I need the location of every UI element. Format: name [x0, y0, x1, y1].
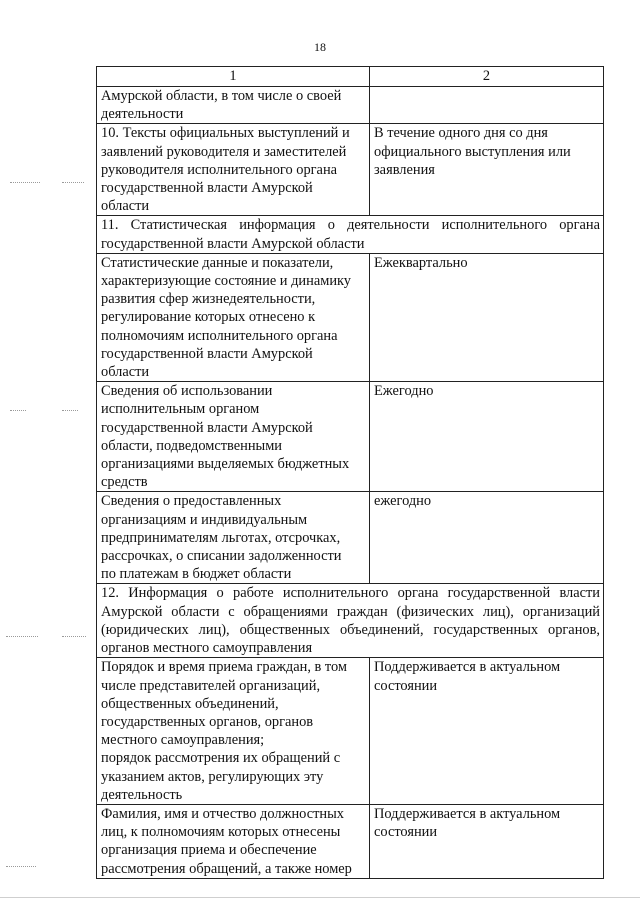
- section-heading-row: [97, 584, 604, 658]
- scan-bottom-edge: [0, 897, 640, 898]
- table-cell-col1: Порядок и время приема граждан, в том числе представителей организаций, общественных объединений, государственных органов, органов местного самоуправления; порядок рассмотрения их обращений с указанием актов, регулирующих эту деятельность: [97, 658, 370, 805]
- table-cell-col1: Амурской области, в том числе о своей деятельности: [97, 87, 370, 124]
- scan-margin-mark: [6, 866, 36, 868]
- table-cell-col2: Ежеквартально: [370, 253, 604, 381]
- column-header-1: 1: [97, 67, 370, 87]
- table-row: [97, 492, 604, 584]
- table-cell-col2: Ежегодно: [370, 382, 604, 492]
- table-cell-col2: Поддерживается в актуальном состоянии: [370, 658, 604, 805]
- scan-margin-mark: [10, 410, 26, 412]
- scan-margin-mark: [62, 410, 78, 412]
- table-row: [97, 804, 604, 878]
- scan-margin-mark: [10, 182, 40, 184]
- scan-margin-mark: [6, 636, 38, 638]
- table-cell-col1: Сведения о предоставленных организациям и индивидуальным предпринимателям льготах, отсрочках, рассрочках, о списании задолженности по платежам в бюджет области: [97, 492, 370, 584]
- table-cell-col2: ежегодно: [370, 492, 604, 584]
- section-heading: 11. Статистическая информация о деятельности исполнительного органа государственной власти Амурской области: [97, 216, 604, 253]
- table-cell-col2: [370, 87, 604, 124]
- column-header-2: 2: [370, 67, 604, 87]
- table-cell-col1: Фамилия, имя и отчество должностных лиц, к полномочиям которых отнесены организация приема и обеспечение рассмотрения обращений, а также номер: [97, 804, 370, 878]
- table-row: [97, 124, 604, 216]
- table-cell-col1: Статистические данные и показатели, характеризующие состояние и динамику развития сфер жизнедеятельности, регулирование которых отнесено к полномочиям исполнительного органа государственной власти Амурской области: [97, 253, 370, 381]
- table-cell-col1: 10. Тексты официальных выступлений и заявлений руководителя и заместителей руководителя исполнительного органа государственной власти Амурской области: [97, 124, 370, 216]
- table-row: [97, 382, 604, 492]
- table-cell-col2: В течение одного дня со дня официального выступления или заявления: [370, 124, 604, 216]
- table-row: [97, 658, 604, 805]
- table-header-row: [97, 67, 604, 87]
- scan-margin-mark: [62, 182, 84, 184]
- page-number: 18: [314, 40, 326, 54]
- table-cell-col2: Поддерживается в актуальном состоянии: [370, 804, 604, 878]
- scan-margin-mark: [62, 636, 86, 638]
- document-table: [96, 66, 604, 879]
- section-heading: 12. Информация о работе исполнительного органа государственной власти Амурской области с обращениями граждан (физических лиц), организаций (юридических лиц), общественных объединений, государственных органов, органов местного самоуправления: [97, 584, 604, 658]
- section-heading-row: [97, 216, 604, 253]
- table-row: [97, 253, 604, 381]
- table-row: [97, 87, 604, 124]
- table-cell-col1: Сведения об использовании исполнительным органом государственной власти Амурской области, подведомственными организациями выделяемых бюджетных средств: [97, 382, 370, 492]
